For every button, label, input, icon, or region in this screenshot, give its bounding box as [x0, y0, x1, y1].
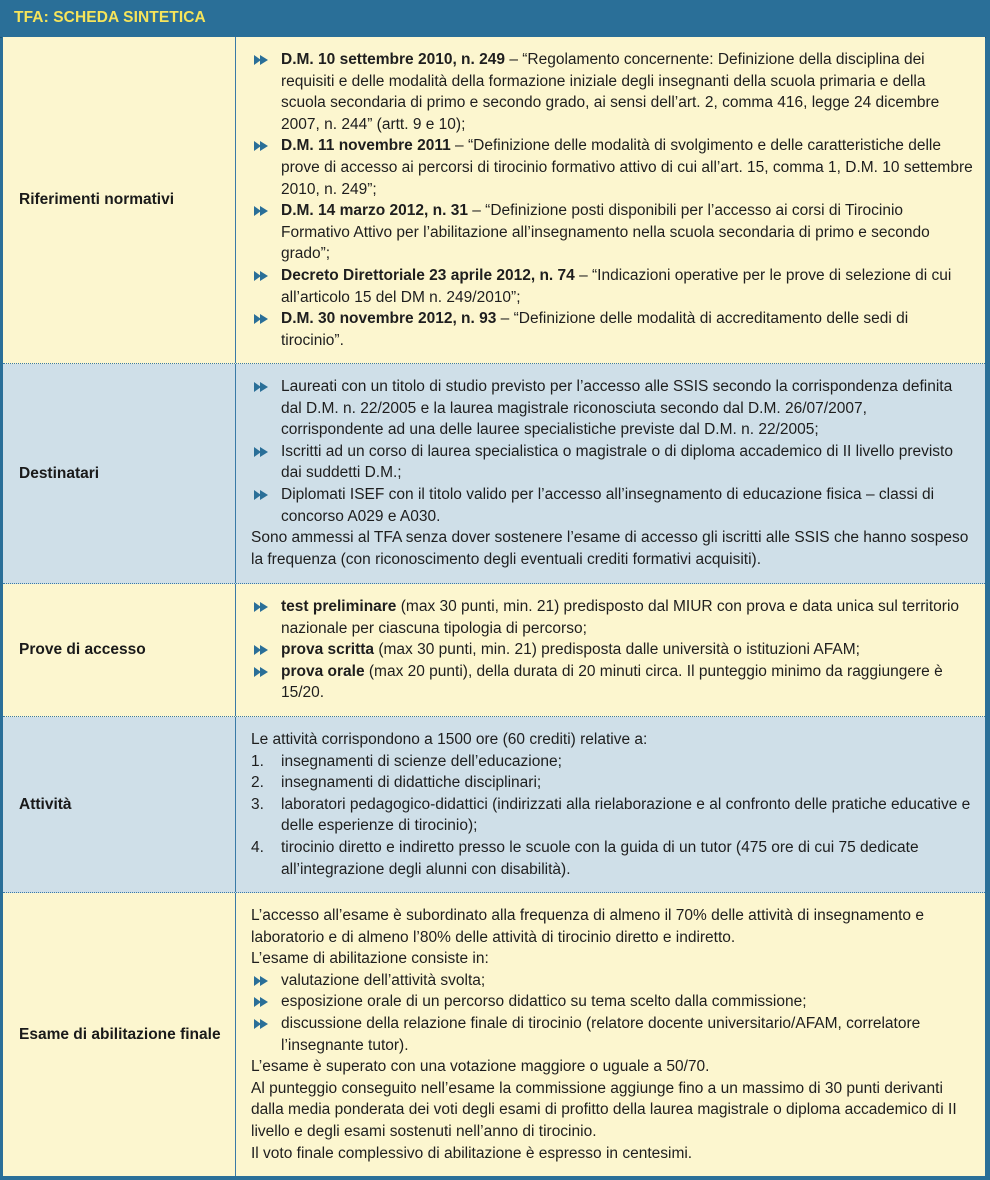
- list-item: [251, 135, 973, 200]
- item-bold: prova orale: [281, 662, 365, 680]
- paragraph: Sono ammessi al TFA senza dover sostenere l’esame di accesso gli iscritti alle SSIS che hanno sospeso la frequenza (con riconoscimento degli eventuali crediti formativi acquisiti).: [251, 529, 969, 568]
- item-text: Diplomati ISEF con il titolo valido per l’accesso all’insegnamento di educazione fisica – classi di concorso A029 e A030.: [281, 485, 935, 525]
- item-text: insegnamenti di didattiche disciplinari;: [281, 774, 542, 792]
- item-number: 3.: [251, 795, 264, 813]
- item-text: (max 30 punti, min. 21) predisposto dal MIUR con prova e data unica sul territorio nazionale per ciascuna tipologia di percorso;: [281, 598, 960, 637]
- list-item: [251, 970, 973, 992]
- item-text: – “Definizione delle modalità di svolgimento e delle caratteristiche delle prove di accesso ai percorsi di tirocinio formativo attivo di cui all’art. 15, comma 1, D.M. 10 settembre 2010, n. 249”;: [281, 137, 973, 198]
- list-item: [251, 484, 973, 527]
- double-arrow-icon: [254, 645, 272, 655]
- item-text: (max 30 punti, min. 21) predisposta dalle università o istituzioni AFAM;: [374, 641, 860, 659]
- numbered-item: [251, 794, 973, 837]
- row-label: Attività: [19, 795, 72, 813]
- item-text: – “Definizione delle modalità di accreditamento delle sedi di tirocinio”.: [281, 310, 909, 349]
- numbered-item: [251, 772, 973, 794]
- double-arrow-icon: [254, 382, 272, 392]
- row-label: Esame di abilitazione finale: [19, 1025, 221, 1043]
- item-text: Iscritti ad un corso di laurea specialistica o magistrale o di diploma accademico di II livello previsto dai suddetti D.M.;: [281, 442, 953, 482]
- row-label-cell: [3, 717, 236, 892]
- item-text: – “Indicazioni operative per le prove di selezione di cui all’articolo 15 del DM n. 249/2010”;: [281, 266, 952, 306]
- list-item: [251, 376, 973, 441]
- double-arrow-icon: [254, 206, 272, 216]
- item-bold: D.M. 14 marzo 2012, n. 31: [281, 202, 468, 220]
- item-bold: test preliminare: [281, 598, 397, 615]
- row-content: [251, 905, 973, 1164]
- double-arrow-icon: [254, 55, 272, 65]
- paragraph: Il voto finale complessivo di abilitazione è espresso in centesimi.: [251, 1144, 693, 1162]
- row-label: Prove di accesso: [19, 641, 146, 658]
- list-item: [251, 441, 973, 484]
- list-item: [251, 639, 973, 661]
- paragraph: L’accesso all’esame è subordinato alla frequenza di almeno il 70% delle attività di insegnamento e laboratorio e di almeno l’80% delle attività di tirocinio diretto e indiretto.: [251, 907, 924, 946]
- double-arrow-icon: [254, 997, 272, 1007]
- item-text: tirocinio diretto e indiretto presso le scuole con la guida di un tutor (475 ore di cui 75 dedicate all’integrazione degli alunni con disabilità).: [281, 838, 919, 878]
- row-destinatari: [3, 364, 985, 584]
- list-item: [251, 991, 973, 1013]
- double-arrow-icon: [254, 141, 272, 151]
- item-text: esposizione orale di un percorso didattico su tema scelto dalla commissione;: [281, 993, 807, 1011]
- item-bold: D.M. 10 settembre 2010, n. 249: [281, 51, 506, 68]
- double-arrow-icon: [254, 667, 272, 677]
- row-attivita: [3, 717, 985, 893]
- row-label-cell: [3, 37, 236, 363]
- item-text: – “Regolamento concernente: Definizione della disciplina dei requisiti e delle modalità della formazione iniziale degli insegnanti della scuola primaria e della scuola secondaria di primo e secondo grado, ai sensi dell’art. 2, comma 416, legge 24 dicembre 2007, n. 244” (artt. 9 e 10);: [281, 51, 940, 133]
- numbered-item: [251, 751, 973, 773]
- row-content: [251, 49, 973, 351]
- item-text: insegnamenti di scienze dell’educazione;: [281, 752, 562, 770]
- list-item: [251, 200, 973, 265]
- row-label: Riferimenti normativi: [19, 191, 175, 208]
- row-prove-di-accesso: [3, 584, 985, 717]
- item-bold: D.M. 30 novembre 2012, n. 93: [281, 310, 497, 328]
- row-label-cell: [3, 584, 236, 716]
- item-text: laboratori pedagogico-didattici (indirizzati alla rielaborazione e al confronto delle pratiche educative e delle esperienze di tirocinio);: [281, 795, 971, 835]
- item-bold: Decreto Direttoriale 23 aprile 2012, n. 74: [281, 266, 575, 284]
- row-content: [251, 596, 973, 704]
- list-item: [251, 265, 973, 308]
- double-arrow-icon: [254, 271, 272, 281]
- item-bold: prova scritta: [281, 641, 375, 659]
- page-title: TFA: SCHEDA SINTETICA: [14, 9, 206, 26]
- row-label-cell: [3, 364, 236, 583]
- item-text: discussione della relazione finale di tirocinio (relatore docente universitario/AFAM, correlatore l’insegnante tutor).: [281, 1014, 921, 1054]
- summary-table: [2, 37, 985, 1176]
- list-item: [251, 661, 973, 704]
- paragraph: Le attività corrispondono a 1500 ore (60 crediti) relative a:: [251, 731, 648, 748]
- double-arrow-icon: [254, 314, 272, 324]
- list-item: [251, 596, 973, 639]
- item-text: valutazione dell’attività svolta;: [281, 971, 486, 989]
- row-riferimenti: [3, 37, 985, 364]
- paragraph: L’esame è superato con una votazione maggiore o uguale a 50/70.: [251, 1058, 710, 1076]
- row-label: Destinatari: [19, 464, 100, 482]
- paragraph: Al punteggio conseguito nell’esame la commissione aggiunge fino a un massimo di 30 punti derivanti dalla media ponderata dei voti degli esami di profitto della laurea magistrale o diploma accademico di II livello e degli esami sostenuti nell’anno di tirocinio.: [251, 1079, 957, 1140]
- item-text: Laureati con un titolo di studio previsto per l’accesso alle SSIS secondo la corrispondenza definita dal D.M. n. 22/2005 e la laurea magistrale riconosciuta secondo dal D.M. 26/07/2007, corrispondente ad una delle lauree specialistiche previste dal D.M. n. 22/2005;: [281, 378, 953, 439]
- list-item: [251, 49, 973, 135]
- item-number: 4.: [251, 838, 264, 856]
- row-content: [251, 376, 973, 570]
- row-content: [251, 729, 973, 880]
- double-arrow-icon: [254, 602, 272, 612]
- double-arrow-icon: [254, 976, 272, 986]
- header-bar: [0, 0, 986, 38]
- double-arrow-icon: [254, 490, 272, 500]
- item-text: – “Definizione posti disponibili per l’accesso ai corsi di Tirocinio Formativo Attivo per l’abilitazione all’insegnamento nella scuola secondaria di primo e secondo grado”;: [281, 202, 930, 263]
- list-item: [251, 308, 973, 351]
- double-arrow-icon: [254, 1019, 272, 1029]
- double-arrow-icon: [254, 447, 272, 457]
- item-number: 1.: [251, 752, 264, 770]
- numbered-item: [251, 837, 973, 880]
- list-item: [251, 1013, 973, 1056]
- item-text: (max 20 punti), della durata di 20 minuti circa. Il punteggio minimo da raggiungere è 15/20.: [281, 662, 943, 702]
- item-number: 2.: [251, 774, 264, 792]
- row-label-cell: [3, 893, 236, 1176]
- row-esame-finale: [3, 893, 985, 1176]
- item-bold: D.M. 11 novembre 2011: [281, 137, 451, 155]
- paragraph: L’esame di abilitazione consiste in:: [251, 950, 489, 968]
